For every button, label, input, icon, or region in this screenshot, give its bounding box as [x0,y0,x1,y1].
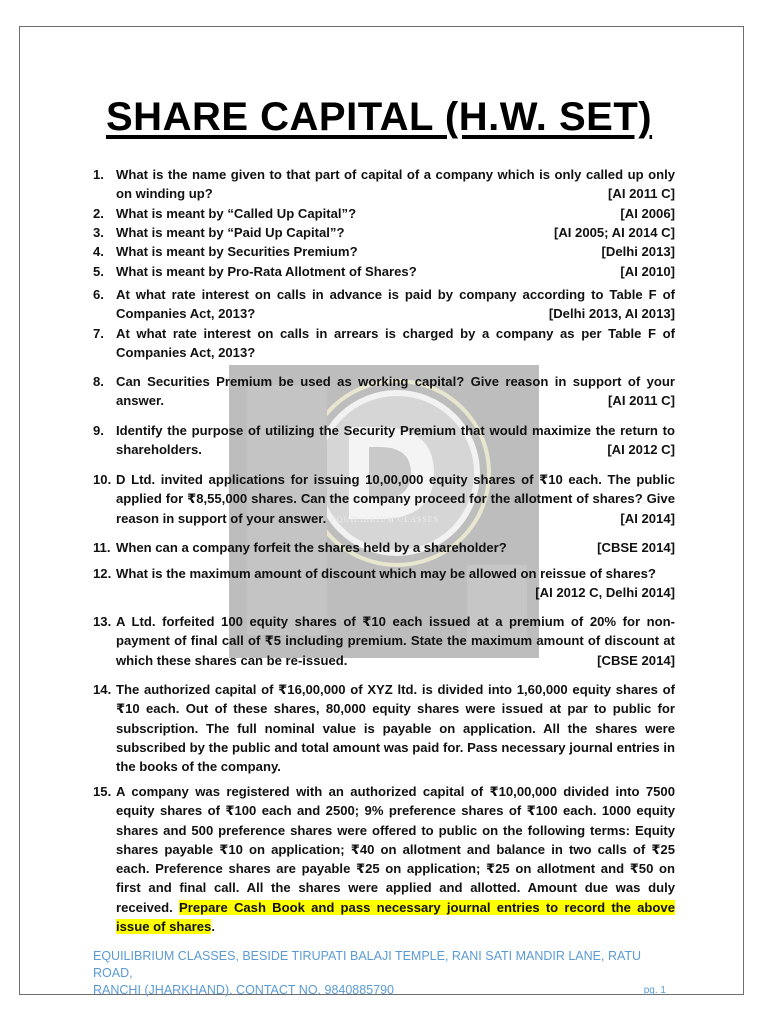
question-text: Can Securities Premium be used as working capital? Give reason in support of your answer. [116,374,675,409]
question-number: 13. [93,614,112,629]
question-number: 5. [93,264,104,279]
question-text: What is the name given to that part of capital of a company which is only called up only on winding up? [116,167,675,202]
question-reference: [AI 2012 C, Delhi 2014] [535,585,675,601]
question-11 [93,538,675,557]
question-number: 12. [93,566,112,581]
question-reference: [AI 2010] [620,264,675,279]
question-text: At what rate interest on calls in advance is paid by company according to Table F of Companies Act, 2013? [116,287,675,322]
question-reference: [Delhi 2013, AI 2013] [548,306,675,322]
question-number: 15. [93,784,112,799]
question-text: What is meant by Pro-Rata Allotment of Shares? [116,264,417,279]
page-title: SHARE CAPITAL (H.W. SET) [106,95,653,139]
highlighted-instruction: Prepare Cash Book and pass necessary journal entries to record the above issue of shares [116,899,675,935]
question-text: What is meant by “Called Up Capital”? [116,206,357,221]
question-number: 4. [93,244,104,259]
question-number: 14. [93,682,112,697]
question-text: What is meant by Securities Premium? [116,244,358,259]
question-text: D Ltd. invited applications for issuing 10,00,000 equity shares of ₹10 each. The public applied for ₹8,55,000 shares. Can the company proceed for the allotment of shares? Give reason in support of your answer. [116,472,675,526]
question-tail: . [211,919,215,935]
page-number: pg. 1 [643,985,666,996]
question-text: What is meant by “Paid Up Capital”? [116,225,345,240]
question-reference: [AI 2011 C] [608,186,675,202]
question-reference: [AI 2005; AI 2014 C] [553,225,675,240]
question-12 [93,564,675,603]
question-reference: [AI 2011 C] [608,393,675,409]
question-number: 7. [93,326,104,341]
footer-address-line-1: EQUILIBRIUM CLASSES, BESIDE TIRUPATI BALAJI TEMPLE, RANI SATI MANDIR LANE, RATU ROAD, [93,949,642,980]
question-text: At what rate interest on calls in arrears is charged by a company as per Table F of Companies Act, 2013? [116,326,675,361]
question-reference: [AI 2012 C] [607,442,675,458]
question-7 [93,324,675,363]
question-2 [93,204,675,223]
question-15 [93,782,675,936]
footer-address-line-2: RANCHI (JHARKHAND). CONTACT NO. 9840885790 [93,983,395,997]
question-9 [93,421,675,460]
question-reference: [AI 2014] [620,510,675,526]
question-4 [93,242,675,261]
question-reference: [Delhi 2013] [601,244,675,259]
question-number: 10. [93,472,112,487]
question-13 [93,612,675,670]
question-reference: [CBSE 2014] [597,540,675,555]
question-number: 2. [93,206,104,221]
question-text: The authorized capital of ₹16,00,000 of XYZ ltd. is divided into 1,60,000 equity shares of ₹10 each. Out of these shares, 80,000 equity shares were issued at par to public for subscription. The full nominal value is payable on application. All the shares were subscribed by the public and total amount was paid for. Pass necessary journal entries in the books of the company. [116,682,675,775]
question-5 [93,262,675,281]
page-footer [93,948,673,999]
question-1 [93,165,675,204]
question-number: 8. [93,374,104,389]
question-text: When can a company forfeit the shares held by a shareholder? [116,540,507,555]
question-number: 6. [93,287,104,302]
question-10 [93,470,675,528]
question-6 [93,285,675,324]
question-text: What is the maximum amount of discount which may be allowed on reissue of shares? [116,566,656,581]
question-text: A Ltd. forfeited 100 equity shares of ₹10 each issued at a premium of 20% for non-payment of final call of ₹5 including premium. State the maximum amount of discount at which these shares can be re-issued. [116,614,675,668]
question-number: 1. [93,167,104,182]
question-reference: [CBSE 2014] [597,652,675,668]
question-number: 9. [93,423,104,438]
watermark-text: EQUILIBRIUM CLASSES [331,515,440,524]
question-3 [93,223,675,242]
question-text: Identify the purpose of utilizing the Security Premium that would maximize the return to shareholders. [116,423,675,458]
question-8 [93,372,675,411]
question-14 [93,680,675,776]
question-reference: [AI 2006] [620,206,675,221]
question-number: 11. [93,540,111,555]
question-number: 3. [93,225,104,240]
question-text: A company was registered with an authorized capital of ₹10,00,000 divided into 7500 equity shares of ₹100 each and 2500; 9% preference shares of ₹100 each. 1000 equity shares and 500 preference shares were offered to public on the following terms: Equity shares payable ₹10 on application; ₹40 on allotment and balance in two calls of ₹25 each. Preference shares are payable ₹25 on application; ₹25 on allotment and ₹50 on first and final call. All the shares were applied and allotted. Amount due was duly received. [116,784,675,915]
